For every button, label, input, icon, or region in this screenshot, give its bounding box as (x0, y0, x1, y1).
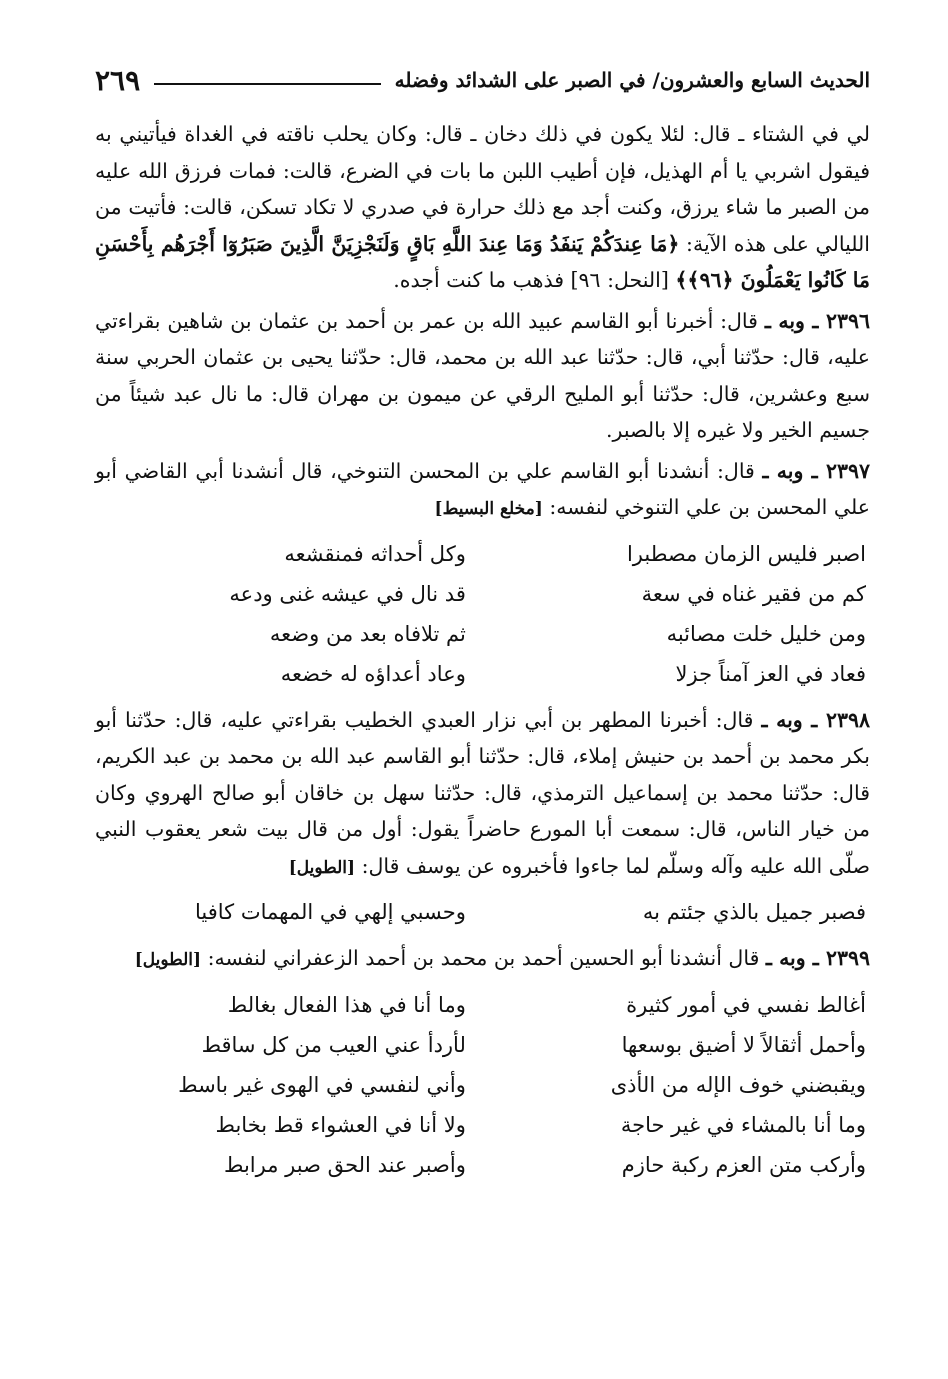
poetic-meter: [الطويل] (134, 950, 202, 970)
verse-line (95, 1065, 870, 1105)
verse-line (95, 1025, 870, 1065)
poem-2399 (95, 985, 870, 1185)
first-hemistich: كم من فقير غناه في سعة (641, 581, 866, 606)
paragraph-text: لي في الشتاء ـ قال: لئلا يكون في ذلك دخان ـ قال: وكان يحلب ناقته في الغداة فيأتيني به فيقول اشربي يا أم الهذيل، فإن أطيب اللبن ما بات في الضرع، قالت: فمات فرزق الله عليه من الصبر ما شاء يرزق، وكنت أجد مع ذلك حرارة في صدري لا تكاد تسكن، قالت: فأتيت من الليالي على هذه الآية: (95, 122, 870, 256)
first-hemistich: أغالط نفسي في أمور كثيرة (626, 992, 866, 1017)
first-hemistich: اصبر فليس الزمان مصطبرا (626, 541, 866, 566)
second-hemistich: وأصبر عند الحق صبر مرابط (224, 1152, 466, 1177)
entry-text: قال: أخبرنا أبو القاسم عبيد الله بن عمر بن أحمد بن عثمان بن شاهين بقراءتي عليه، قال: حدّثنا أبي، قال: حدّثنا عبد الله بن محمد، قال: حدّثنا يحيى بن عثمان الحربي سنة سبع وعشرين، قال: حدّثنا أبو المليح الرقي عن ميمون بن مهران قال: ما نال عبد شيئاً من جسيم الخير ولا غيره إلا بالصبر. (95, 308, 870, 442)
entry-text: قال: أخبرنا المطهر بن أبي نزار العبدي الخطيب بقراءتي عليه، قال: حدّثنا أبو بكر محمد بن أحمد بن حنيش إملاء، قال: حدّثنا أبو القاسم عبد الله بن محمد بن عبد الكريم، قال: حدّثنا محمد بن إسماعيل الترمذي، قال: حدّثنا سهل بن خاقان أبو صالح الهروي وكان من خيار الناس، قال: سمعت أبا المورع حاضراً يقول: أول من قال بيت شعر يعقوب النبي صلّى الله عليه وآله وسلّم لما جاءوا فأخبروه عن يوسف قال: (95, 707, 870, 878)
entry-2396 (95, 303, 870, 449)
second-hemistich: ولا أنا في العشواء قط بخابط (215, 1112, 466, 1137)
second-hemistich: قد نال في عيشه غنى ودعه (229, 581, 466, 606)
verse-line (95, 892, 870, 932)
running-title: الحديث السابع والعشرون/ في الصبر على الشدائد وفضله (394, 68, 870, 92)
poem-2397 (95, 534, 870, 694)
verse-line (95, 985, 870, 1025)
entry-text: قال أنشدنا أبو الحسين أحمد بن محمد بن أحمد الزعفراني لنفسه: (207, 946, 760, 970)
verse-line (95, 654, 870, 694)
second-hemistich: وكل أحداثه فمنقشعه (284, 541, 466, 566)
entry-2399 (95, 940, 870, 979)
first-hemistich: ومن خليل خلت مصائبه (666, 621, 866, 646)
verse-line (95, 1105, 870, 1145)
first-hemistich: ويقبضني خوف الإله من الأذى (610, 1072, 866, 1097)
second-hemistich: ثم تلافاه بعد من وضعه (269, 621, 466, 646)
verse-line (95, 534, 870, 574)
poetic-meter: [الطويل] (288, 857, 356, 878)
entry-number: ٢٣٩٩ ـ وبه ـ (765, 946, 870, 970)
entry-2397 (95, 453, 870, 528)
second-hemistich: وحسبي إلهي في المهمات كافيا (194, 900, 466, 924)
first-hemistich: وأركب متن العزم ركبة حازم (621, 1152, 866, 1177)
second-hemistich: وما أنا في هذا الفعال بغالط (227, 992, 466, 1017)
quran-reference: [النحل: ٩٦] فذهب ما كنت أجده. (393, 268, 669, 292)
first-hemistich: وأحمل أثقالاً لا أضيق بوسعها (621, 1032, 866, 1057)
poetic-meter: [مخلع البسيط] (434, 499, 543, 519)
verse-line (95, 574, 870, 614)
header-rule (154, 83, 381, 85)
second-hemistich: وعاد أعداؤه له خضعه (280, 661, 466, 686)
page-number: ٢٦٩ (95, 63, 141, 97)
page-header (95, 60, 870, 100)
entry-number: ٢٣٩٦ ـ وبه ـ (764, 308, 870, 333)
verse-line (95, 614, 870, 654)
first-hemistich: فعاد في العز آمناً جزلا (675, 661, 866, 686)
first-hemistich: فصبر جميل بالذي جئتم به (642, 900, 866, 924)
second-hemistich: وأني لنفسي في الهوى غير باسط (178, 1072, 466, 1097)
second-hemistich: لأردأ عني العيب من كل ساقط (201, 1032, 466, 1057)
poem-2398 (95, 892, 870, 932)
quran-verse: ﴿مَا عِندَكُمْ يَنفَدُ وَمَا عِندَ اللَّهِ بَاقٍ وَلَنَجْزِيَنَّ الَّذِينَ صَبَرُوٓا أَجْرَهُم بِأَحْسَنِ مَا كَانُوا يَعْمَلُونَ ﴿٩٦﴾﴾ (95, 231, 870, 292)
entry-text: قال: أنشدنا أبو القاسم علي بن المحسن التنوخي، قال أنشدنا أبي القاضي أبو علي المحسن بن علي التنوخي لنفسه: (95, 458, 870, 519)
entry-number: ٢٣٩٨ ـ وبه ـ (761, 707, 870, 732)
verse-line (95, 1145, 870, 1185)
first-hemistich: وما أنا بالمشاء في غير حاجة (620, 1112, 866, 1137)
entry-number: ٢٣٩٧ ـ وبه ـ (762, 458, 870, 483)
paragraph-continuation (95, 116, 870, 299)
entry-2398 (95, 702, 870, 887)
